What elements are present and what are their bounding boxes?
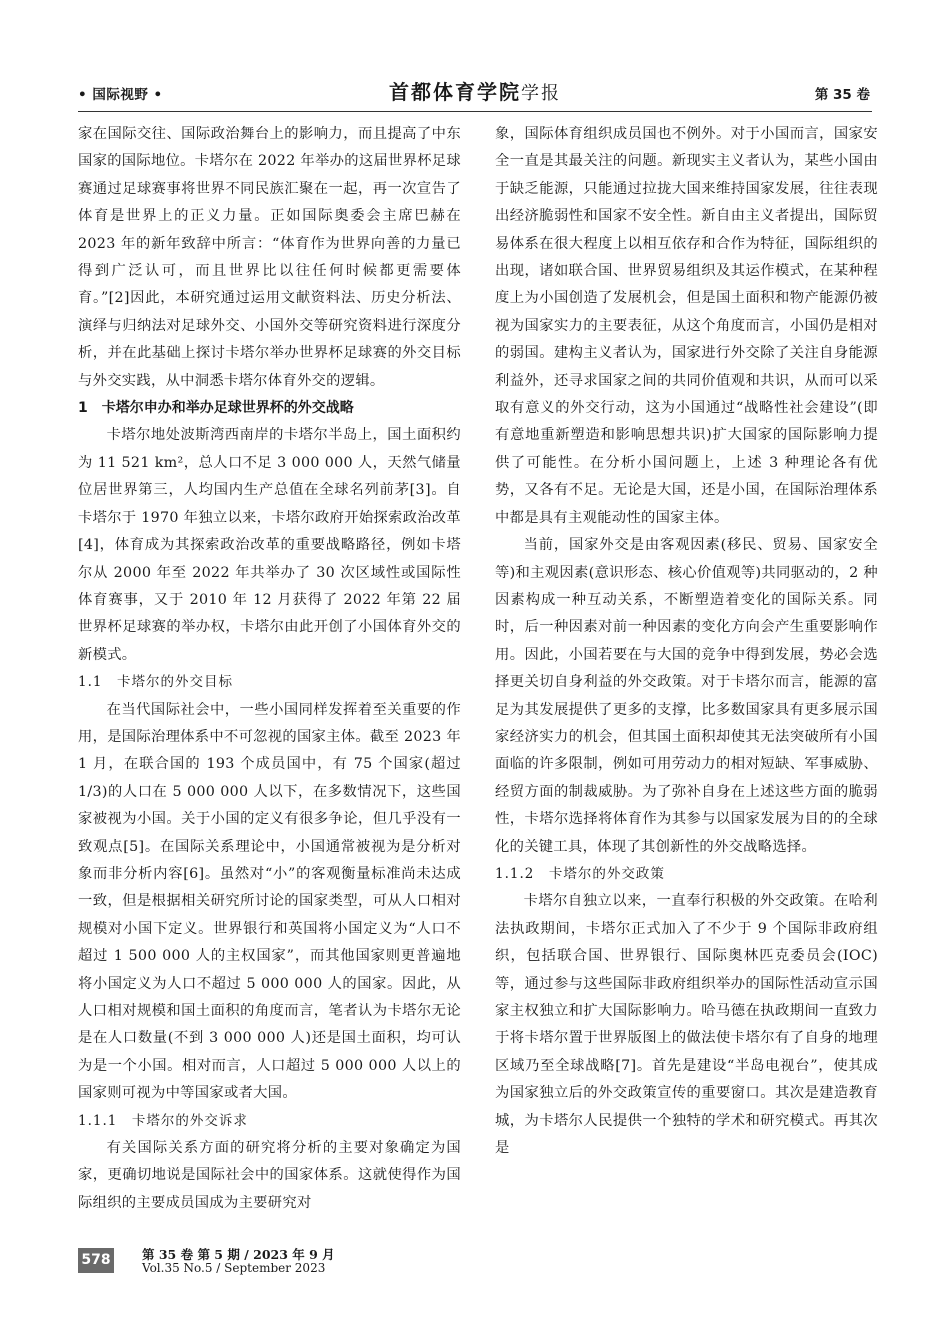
section-label: • 国际视野 • <box>78 87 163 103</box>
header-rule <box>78 111 872 112</box>
paragraph: 家在国际交往、国际政治舞台上的影响力，而且提高了中东国家的国际地位。卡塔尔在 2022 年举办的这届世界杯足球赛通过足球赛事将世界不同民族汇聚在一起，再一次宣告了体育是世界上的正义力量。正如国际奥委会主席巴赫在 2023 年的新年致辞中所言：“体育作为世界向善的力量已得到广泛认可，而且世界比以往任何时候都更需要体育。”[2]因此，本研究通过运用文献资料法、历史分析法、演绎与归纳法对足球外交、小国外交等研究资料进行深度分析，并在此基础上探讨卡塔尔举办世界杯足球赛的外交目标与外交实践，从中洞悉卡塔尔体育外交的逻辑。 <box>78 126 461 389</box>
right-column <box>495 121 878 1162</box>
page-header <box>78 76 872 110</box>
volume-label: 第 35 卷 <box>814 87 870 103</box>
paragraph: 象，国际体育组织成员国也不例外。对于小国而言，国家安全一直是其最关注的问题。新现实主义者认为，某些小国由于缺乏能源，只能通过拉拢大国来维持国家发展，往往表现出经济脆弱性和国家不安全性。新自由主义者提出，国际贸易体系在很大程度上以相互依存和合作为特征，国际组织的出现，诸如联合国、世界贸易组织及其运作模式，在某种程度上为小国创造了发展机会，但是国土面积和物产能源仍被视为国家实力的主要表征，从这个角度而言，小国仍是相对的弱国。建构主义者认为，国家进行外交除了关注自身能源利益外，还寻求国家之间的共同价值观和共识，从而可以采取有意义的外交行动，这为小国通过“战略性社会建设”(即有意地重新塑造和影响思想共识)扩大国家的国际影响力提供了可能性。在分析小国问题上，上述 3 种理论各有优势，又各有不足。无论是大国，还是小国，在国际治理体系中都是具有主观能动性的国家主体。 <box>495 126 878 526</box>
paragraph: 有关国际关系方面的研究将分析的主要对象确定为国家，更确切地说是国际社会中的国家体系。这就使得作为国际组织的主要成员国成为主要研究对 <box>78 1140 461 1211</box>
issue-info-cn: 第 35 卷 第 5 期 / 2023 年 9 月 <box>142 1247 335 1262</box>
page-number: 578 <box>78 1248 114 1273</box>
section-heading-1-1: 1.1 卡塔尔的外交目标 <box>78 674 233 691</box>
issue-info-en: Vol.35 No.5 / September 2023 <box>142 1261 326 1275</box>
paragraph: 卡塔尔自独立以来，一直奉行积极的外交政策。在哈利法执政期间，卡塔尔正式加入了不少于 9 个国际非政府组织，包括联合国、世界银行、国际奥林匹克委员会(IOC)等，通过参与这些国际非政府组织举办的国际性活动宣示国家主权独立和扩大国际影响力。哈马德在执政期间一直致力于将卡塔尔置于世界版图上的做法使卡塔尔有了自身的地理区域乃至全球战略[7]。首先是建设“半岛电视台”，使其成为国家独立后的外交政策宣传的重要窗口。其次是建造教育城，为卡塔尔人民提供一个独特的学术和研究模式。再其次是 <box>495 893 878 1157</box>
section-heading-1: 1 卡塔尔申办和举办足球世界杯的外交战略 <box>78 400 354 417</box>
journal-suffix: 学报 <box>521 83 561 104</box>
journal-title <box>78 76 872 105</box>
left-column <box>78 121 461 1217</box>
section-heading-1-1-2: 1.1.2 卡塔尔的外交政策 <box>495 865 665 882</box>
paragraph: 当前，国家外交是由客观因素(移民、贸易、国家安全等)和主观因素(意识形态、核心价值观等)共同驱动的，2 种因素构成一种互动关系，不断塑造着变化的国际关系。同时，后一种因素对前一种因素的变化方向会产生重要影响作用。因此，小国若要在与大国的竞争中得到发展，势必会选择更关切自身利益的外交政策。对于卡塔尔而言，能源的富足为其发展提供了更多的支撑，比多数国家具有更多展示国家经济实力的机会，但其国土面积却使其无法突破所有小国面临的许多限制，例如可用劳动力的相对短缺、军事威胁、经贸方面的制裁威胁。为了弥补自身在上述这些方面的脆弱性，卡塔尔选择将体育作为其参与以国家发展为目的的全球化的关键工具，体现了其创新性的外交战略选择。 <box>495 537 878 855</box>
section-heading-1-1-1: 1.1.1 卡塔尔的外交诉求 <box>78 1112 248 1129</box>
journal-name: 首都体育学院 <box>389 80 521 104</box>
paragraph: 卡塔尔地处波斯湾西南岸的卡塔尔半岛上，国土面积约为 11 521 km²，总人口不足 3 000 000 人，天然气储量位居世界第三，人均国内生产总值在全球名列前茅[3]。自卡塔尔于 1970 年独立以来，卡塔尔政府开始探索政治改革[4]，体育成为其探索政治改革的重要战略路径，例如卡塔尔从 2000 年至 2022 年共举办了 30 次区域性或国际性体育赛事，又于 2010 年 12 月获得了 2022 年第 22 届世界杯足球赛的举办权，卡塔尔由此开创了小国体育外交的新模式。 <box>78 427 461 663</box>
paragraph: 在当代国际社会中，一些小国同样发挥着至关重要的作用，是国际治理体系中不可忽视的国家主体。截至 2023 年 1 月，在联合国的 193 个成员国中，有 75 个国家(超过 1/3)的人口在 5 000 000 人以下，在多数情况下，这些国家被视为小国。关于小国的定义有很多争论，但几乎没有一致观点[5]。在国际关系理论中，小国通常被视为是分析对象而非分析内容[6]。虽然对“小”的客观衡量标准尚未达成一致，但是根据相关研究所讨论的国家类型，可从人口相对规模对小国下定义。世界银行和英国将小国定义为“人口不超过 1 500 000 人的主权国家”，而其他国家则更普遍地将小国定义为人口不超过 5 000 000 人的国家。因此，从人口相对规模和国土面积的角度而言，笔者认为卡塔尔无论是在人口数量(不到 3 000 000 人)还是国土面积，均可认为是一个小国。相对而言，人口超过 5 000 000 人以上的国家则可视为中等国家或者大国。 <box>78 701 461 1102</box>
